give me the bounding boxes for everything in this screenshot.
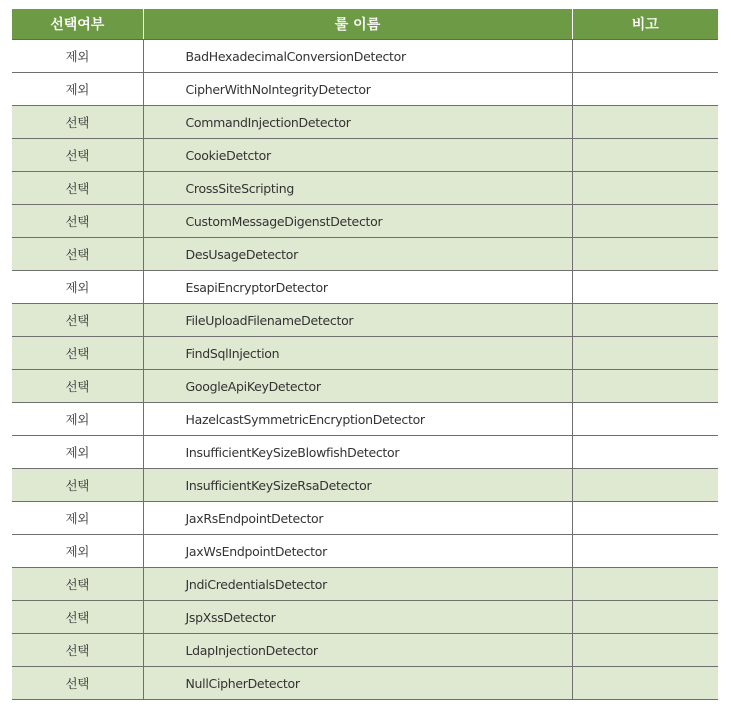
note-cell [572, 271, 718, 304]
table-row [12, 238, 718, 271]
rule-name-cell: GoogleApiKeyDetector [143, 370, 572, 403]
selection-cell: 선택 [12, 238, 143, 271]
rule-name-cell: LdapInjectionDetector [143, 634, 572, 667]
note-cell [572, 502, 718, 535]
table-row [12, 436, 718, 469]
selection-cell: 제외 [12, 403, 143, 436]
selection-cell: 선택 [12, 304, 143, 337]
note-cell [572, 205, 718, 238]
rule-name-cell: InsufficientKeySizeRsaDetector [143, 469, 572, 502]
table-row [12, 205, 718, 238]
selection-cell: 선택 [12, 139, 143, 172]
table-body [12, 40, 718, 700]
selection-cell: 선택 [12, 469, 143, 502]
rule-name-cell: DesUsageDetector [143, 238, 572, 271]
table-row [12, 337, 718, 370]
rule-name-cell: CommandInjectionDetector [143, 106, 572, 139]
note-cell [572, 337, 718, 370]
selection-cell: 선택 [12, 172, 143, 205]
rule-name-cell: NullCipherDetector [143, 667, 572, 700]
table-row [12, 73, 718, 106]
note-cell [572, 238, 718, 271]
header-note: 비고 [572, 9, 718, 40]
table-row [12, 502, 718, 535]
table-row [12, 172, 718, 205]
note-cell [572, 601, 718, 634]
header-rule-name: 룰 이름 [143, 9, 572, 40]
rule-name-cell: FindSqlInjection [143, 337, 572, 370]
rule-name-cell: CrossSiteScripting [143, 172, 572, 205]
note-cell [572, 403, 718, 436]
selection-cell: 선택 [12, 601, 143, 634]
table-header [12, 9, 718, 40]
header-selection: 선택여부 [12, 9, 143, 40]
selection-cell: 선택 [12, 667, 143, 700]
note-cell [572, 634, 718, 667]
note-cell [572, 436, 718, 469]
selection-cell: 선택 [12, 337, 143, 370]
rule-name-cell: JspXssDetector [143, 601, 572, 634]
note-cell [572, 535, 718, 568]
note-cell [572, 139, 718, 172]
table-row [12, 139, 718, 172]
rule-name-cell: CookieDetctor [143, 139, 572, 172]
selection-cell: 선택 [12, 106, 143, 139]
table-row [12, 106, 718, 139]
note-cell [572, 469, 718, 502]
selection-cell: 제외 [12, 40, 143, 73]
rule-table [12, 9, 718, 700]
selection-cell: 선택 [12, 634, 143, 667]
table-row [12, 667, 718, 700]
rule-name-cell: FileUploadFilenameDetector [143, 304, 572, 337]
table-row [12, 403, 718, 436]
table-row [12, 535, 718, 568]
note-cell [572, 304, 718, 337]
selection-cell: 제외 [12, 436, 143, 469]
table-row [12, 634, 718, 667]
table-row [12, 304, 718, 337]
header-row [12, 9, 718, 40]
rule-name-cell: BadHexadecimalConversionDetector [143, 40, 572, 73]
note-cell [572, 667, 718, 700]
note-cell [572, 568, 718, 601]
selection-cell: 제외 [12, 502, 143, 535]
rule-name-cell: JaxWsEndpointDetector [143, 535, 572, 568]
rule-name-cell: EsapiEncryptorDetector [143, 271, 572, 304]
selection-cell: 선택 [12, 568, 143, 601]
table-row [12, 40, 718, 73]
rule-name-cell: CustomMessageDigenstDetector [143, 205, 572, 238]
rule-name-cell: CipherWithNoIntegrityDetector [143, 73, 572, 106]
note-cell [572, 370, 718, 403]
rule-name-cell: InsufficientKeySizeBlowfishDetector [143, 436, 572, 469]
selection-cell: 제외 [12, 535, 143, 568]
table-row [12, 271, 718, 304]
selection-cell: 제외 [12, 271, 143, 304]
note-cell [572, 106, 718, 139]
table-row [12, 568, 718, 601]
table-row [12, 601, 718, 634]
selection-cell: 선택 [12, 205, 143, 238]
rule-name-cell: JaxRsEndpointDetector [143, 502, 572, 535]
rule-name-cell: JndiCredentialsDetector [143, 568, 572, 601]
rule-name-cell: HazelcastSymmetricEncryptionDetector [143, 403, 572, 436]
table-row [12, 370, 718, 403]
note-cell [572, 172, 718, 205]
note-cell [572, 40, 718, 73]
note-cell [572, 73, 718, 106]
table-row [12, 469, 718, 502]
selection-cell: 제외 [12, 73, 143, 106]
selection-cell: 선택 [12, 370, 143, 403]
